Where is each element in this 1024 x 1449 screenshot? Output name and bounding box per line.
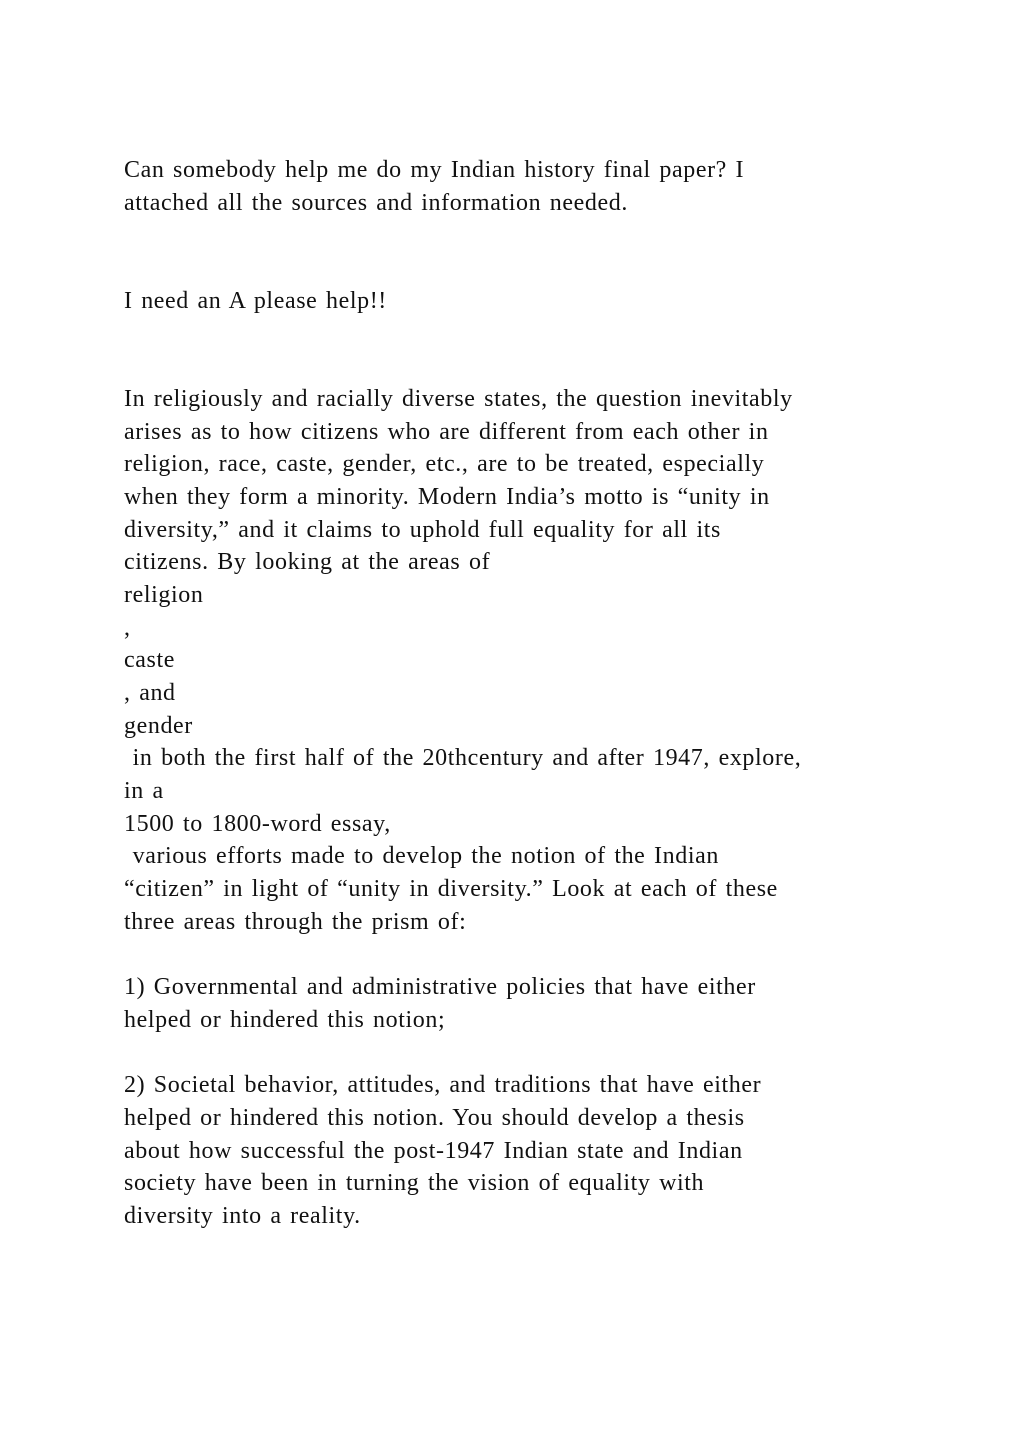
blank-line [124, 317, 914, 350]
text-line: in a [124, 778, 164, 805]
text-line: society have been in turning the vision of equality with [124, 1170, 705, 1197]
text-line: 1) Governmental and administrative policies that have either [124, 974, 756, 1001]
blank-line [124, 1037, 914, 1070]
text-line: about how successful the post-1947 Indian state and Indian [124, 1137, 743, 1164]
blank-line [124, 219, 914, 252]
text-line: various efforts made to develop the notion of the Indian [124, 843, 719, 870]
text-line: arises as to how citizens who are different from each other in [124, 418, 769, 445]
text-line: religion [124, 581, 204, 608]
blank-line [124, 252, 914, 285]
text-line: In religiously and racially diverse states, the question inevitably [124, 385, 793, 412]
text-line: gender [124, 712, 193, 739]
text-line: helped or hindered this notion. You should develop a thesis [124, 1104, 745, 1131]
text-line: , and [124, 680, 176, 706]
text-line: diversity,” and it claims to uphold full equality for all its [124, 516, 721, 543]
text-line: diversity into a reality. [124, 1203, 361, 1229]
text-line: three areas through the prism of: [124, 908, 467, 935]
text-line: Can somebody help me do my Indian history final paper? I [124, 157, 745, 183]
text-line: attached all the sources and information needed. [124, 189, 628, 216]
blank-line [124, 350, 914, 383]
text-line: religion, race, caste, gender, etc., are to be treated, especially [124, 451, 765, 478]
text-line: , [124, 614, 131, 641]
text-line: I need an A please help!! [124, 287, 387, 314]
text-line: 1500 to 1800-word essay, [124, 810, 391, 837]
text-line: 2) Societal behavior, attitudes, and traditions that have either [124, 1072, 762, 1099]
document-body [124, 154, 914, 1233]
text-line: helped or hindered this notion; [124, 1006, 446, 1033]
text-line: in both the first half of the 20thcentury and after 1947, explore, [124, 745, 802, 772]
blank-line [124, 939, 914, 972]
text-line: “citizen” in light of “unity in diversity.” Look at each of these [124, 876, 778, 903]
text-line: caste [124, 647, 175, 674]
text-line: when they form a minority. Modern India’s motto is “unity in [124, 483, 770, 510]
text-line: citizens. By looking at the areas of [124, 549, 491, 576]
